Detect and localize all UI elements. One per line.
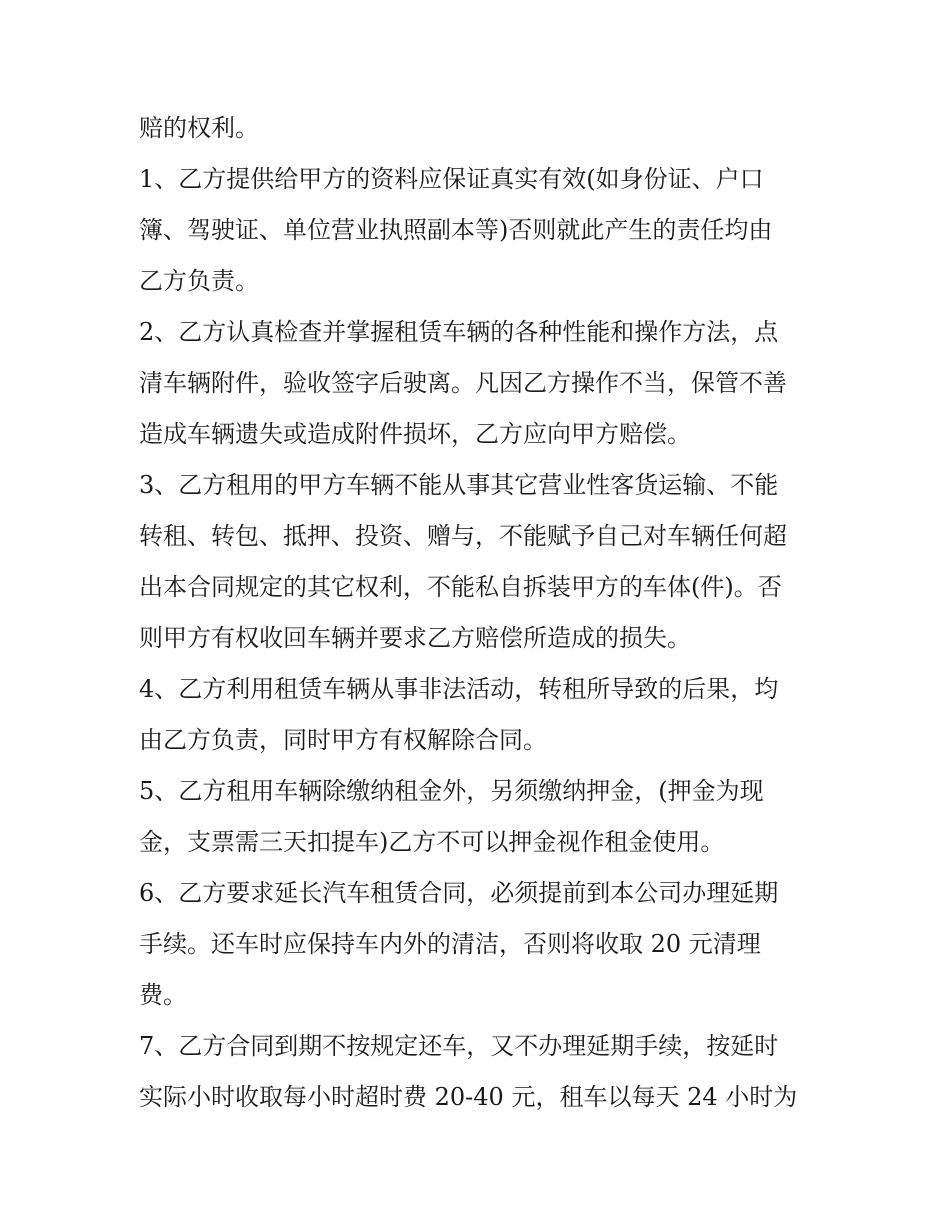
text-line: 费。 [139, 981, 187, 1009]
text-line: 则甲方有权收回车辆并要求乙方赔偿所造成的损失。 [139, 624, 691, 652]
text-line: 赔的权利。 [139, 114, 259, 142]
text-line: 2、乙方认真检查并掌握租赁车辆的各种性能和操作方法，点 [139, 318, 779, 346]
text-line: 转租、转包、抵押、投资、赠与，不能赋予自己对车辆任何超 [139, 522, 787, 550]
text-line: 造成车辆遗失或造成附件损坏，乙方应向甲方赔偿。 [139, 420, 691, 448]
text-line: 实际小时收取每小时超时费 20-40 元，租车以每天 24 小时为 [139, 1083, 798, 1111]
text-line: 金，支票需三天扣提车)乙方不可以押金视作租金使用。 [139, 828, 725, 856]
text-line: 出本合同规定的其它权利，不能私自拆装甲方的车体(件)。否 [139, 573, 782, 601]
text-line: 簿、驾驶证、单位营业执照副本等)否则就此产生的责任均由 [139, 216, 773, 244]
text-line: 6、乙方要求延长汽车租赁合同，必须提前到本公司办理延期 [139, 879, 779, 907]
text-line: 3、乙方租用的甲方车辆不能从事其它营业性客货运输、不能 [139, 471, 779, 499]
text-line: 5、乙方租用车辆除缴纳租金外，另须缴纳押金，(押金为现 [139, 777, 764, 805]
text-line: 乙方负责。 [139, 267, 259, 295]
text-line: 清车辆附件，验收签字后驶离。凡因乙方操作不当，保管不善 [139, 369, 787, 397]
text-line: 7、乙方合同到期不按规定还车，又不办理延期手续，按延时 [139, 1032, 779, 1060]
text-line: 4、乙方利用租赁车辆从事非法活动，转租所导致的后果，均 [139, 675, 779, 703]
text-line: 手续。还车时应保持车内外的清洁，否则将收取 20 元清理 [139, 930, 761, 958]
text-line: 1、乙方提供给甲方的资料应保证真实有效(如身份证、户口 [139, 165, 764, 193]
text-line: 由乙方负责，同时甲方有权解除合同。 [139, 726, 547, 754]
